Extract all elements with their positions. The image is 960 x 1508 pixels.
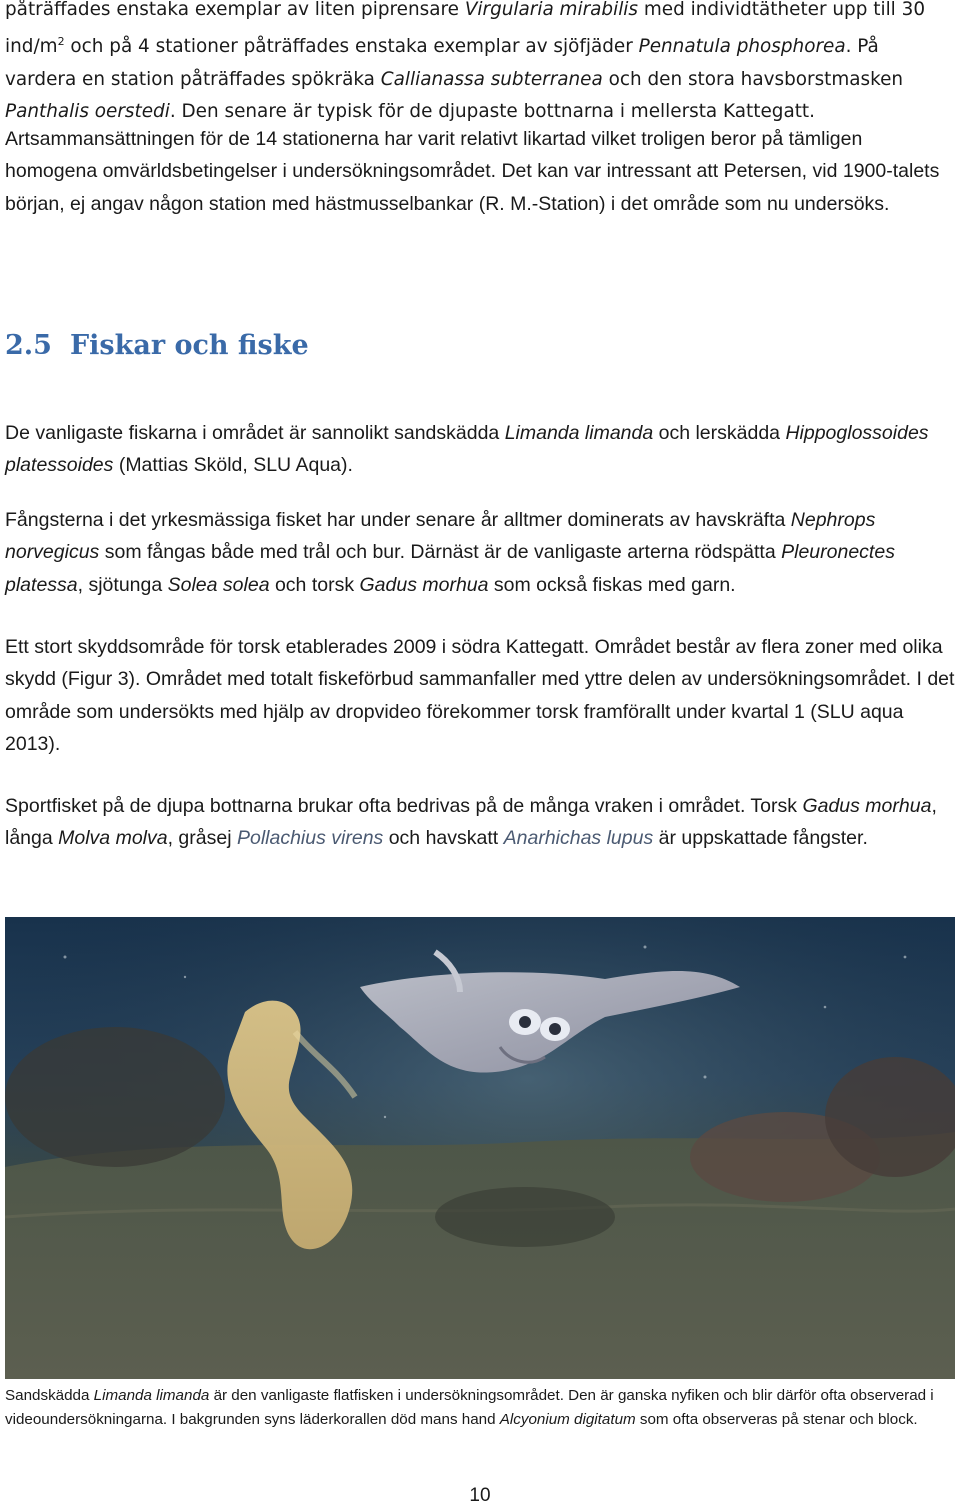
text-run: . På (845, 36, 879, 58)
intro-paragraph (5, 0, 955, 128)
text-run: Sandskädda (5, 1387, 94, 1404)
text-run: vardera en station påträffades spökräka (5, 68, 381, 90)
species-name: Solea solea (167, 573, 270, 596)
text-run: med individtätheter upp till 30 (638, 0, 926, 20)
text-run: och den stora havsborstmasken (602, 68, 904, 90)
text-run: är den vanligaste flatfisken i undersökningsområdet. Den är ganska nyfiken och blir därför ofta observerad i videoundersökningarna. I bakgrunden syns läderkorallen död mans hand (5, 1387, 934, 1428)
text-run: , långa (5, 795, 937, 850)
species-name: Gadus morhua (359, 573, 489, 596)
text-run: påträffades enstaka exemplar av liten piprensare (5, 0, 465, 20)
species-name: Virgularia mirabilis (464, 0, 638, 20)
rock (435, 1187, 615, 1247)
sportfishing-paragraph (5, 790, 955, 855)
species-name: Molva molva (58, 827, 168, 850)
text-run: Fångsterna i det yrkesmässiga fisket har under senare år alltmer dominerats av havskräfta (5, 509, 791, 531)
species-name: Alcyonium digitatum (499, 1410, 636, 1428)
text-run: och lerskädda (653, 422, 786, 444)
text-run: som också fiskas med garn. (488, 573, 736, 596)
text-run: (Mattias Sköld, SLU Aqua). (113, 454, 353, 477)
catch-paragraph (5, 504, 955, 601)
seafloor-flatfish-image (5, 917, 955, 1379)
figure-caption (5, 1384, 955, 1431)
text-run: som fångas både med trål och bur. Därnäst är de vanligaste arterna rödspätta (99, 541, 782, 564)
species-name: Pollachius virens (236, 827, 384, 850)
section-number: 2.5 (5, 330, 52, 361)
underwater-photo (5, 917, 955, 1379)
text-run: är uppskattade fångster. (653, 827, 868, 850)
page-number: 10 (469, 1485, 491, 1506)
text-run: och torsk (269, 573, 360, 596)
text-run: . Den senare är typisk för de djupaste bottnarna i mellersta Kattegatt. (169, 101, 815, 123)
section-title: Fiskar och fiske (69, 330, 309, 361)
species-name: Nephrops norvegicus (5, 509, 876, 564)
species-name: Anarhichas lupus (503, 827, 654, 850)
species-name: Panthalis oerstedi (5, 101, 170, 123)
species-name: Gadus morhua (802, 795, 932, 817)
composition-paragraph: Artsammansättningen för de 14 stationerna har varit relativt likartad vilket troligen beror på tämligen homogena omvärldsbetingelser i undersökningsområdet. Det kan var intressant att Petersen, vid 1900-talets början, ej angav någon station med hästmusselbankar (R. M.-Station) i det område som nu undersöks. (5, 128, 940, 215)
text-run: De vanligaste fiskarna i området är sannolikt sandskädda (5, 422, 505, 444)
text-run: Sportfisket på de djupa bottnarna brukar ofta bedrivas på de många vraken i området. Torsk (5, 795, 803, 817)
species-name: Hippoglossoides platessoides (5, 422, 929, 477)
text-run: , sjötunga (77, 573, 168, 596)
text-run: ind/m (5, 36, 58, 58)
species-name: Limanda limanda (504, 422, 654, 444)
text-run: och på 4 stationer påträffades enstaka exemplar av sjöfjäder (64, 36, 639, 58)
species-name: Pennatula phosphorea (638, 36, 846, 58)
protection-paragraph: Ett stort skyddsområde för torsk etablerades 2009 i södra Kattegatt. Området består av flera zoner med olika skydd (Figur 3). Området med totalt fiskeförbud sammanfaller med yttre delen av undersökningsområdet. I det område som undersökts med hjälp av dropvideo förekommer torsk framförallt under kvartal 1 (SLU aqua 2013). (5, 636, 955, 755)
species-name: Callianassa subterranea (380, 68, 603, 90)
fish-paragraph (5, 417, 955, 482)
section-heading (5, 326, 309, 366)
species-name: Limanda limanda (93, 1387, 210, 1404)
superscript: 2 (57, 35, 65, 49)
species-name: Pleuronectes platessa (5, 541, 895, 596)
rock (5, 1027, 225, 1167)
text-run: och havskatt (383, 827, 504, 850)
text-run: som ofta observeras på stenar och block. (635, 1410, 918, 1428)
text-run: , gråsej (167, 827, 237, 850)
